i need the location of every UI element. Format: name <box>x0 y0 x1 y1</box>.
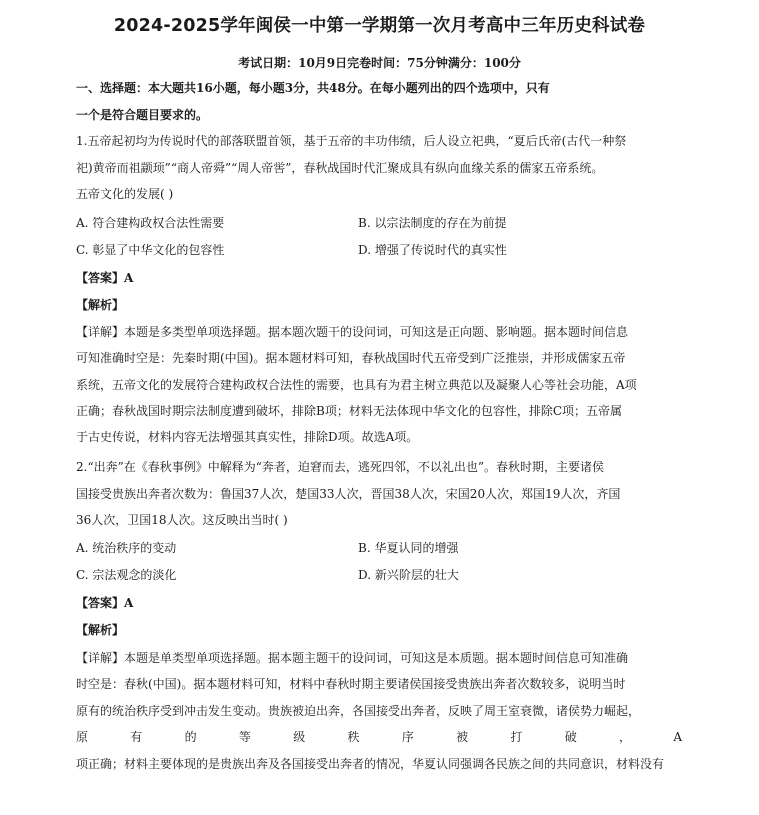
section-instruction-line2: 一个是符合题目要求的。 <box>76 108 209 122</box>
exam-info: 考试日期：10月9日完卷时间：75分钟满分：100分 <box>238 56 521 70</box>
q1-stem-line1: 1.五帝起初均为传说时代的部落联盟首领，基于五帝的丰功伟绩，后人设立祀典，“夏后氏帝(古代一种祭 <box>76 134 627 148</box>
q2-detail-line2: 时空是：春秋(中国)。据本题材料可知，材料中春秋时期主要诸侯国接受贵族出奔者次数较多，说明当时 <box>76 677 626 691</box>
q1-option-d: D. 增强了传说时代的真实性 <box>358 243 507 257</box>
section-instruction-line1: 一、选择题：本大题共16小题，每小题3分，共48分。在每小题列出的四个选项中，只有 <box>76 81 550 95</box>
q1-detail-line3: 系统，五帝文化的发展符合建构政权合法性的需要，也具有为君主树立典范以及凝聚人心等社会功能，A项 <box>76 378 637 392</box>
q1-detail-line5: 于古史传说，材料内容无法增强其真实性，排除D项。故选A项。 <box>76 430 419 444</box>
page-title: 2024-2025学年闽侯一中第一学期第一次月考高中三年历史科试卷 <box>113 16 646 36</box>
q1-stem-line3: 五帝文化的发展( ) <box>76 187 174 201</box>
q2-stem-line2: 国接受贵族出奔者次数为：鲁国37人次，楚国33人次，晋国38人次，宋国20人次，郑国19人次，齐国 <box>76 487 621 501</box>
q2-detail-line4: 原有的等级秩序被打破，A <box>76 730 682 744</box>
q1-option-b: B. 以宗法制度的存在为前提 <box>358 216 507 230</box>
q1-answer: 【答案】A <box>76 271 134 285</box>
q2-detail-line1: 【详解】本题是单类型单项选择题。据本题主题干的设问词，可知这是本质题。据本题时间信息可知准确 <box>76 651 629 665</box>
q2-option-b: B. 华夏认同的增强 <box>358 541 459 555</box>
q1-detail-line4: 正确；春秋战国时期宗法制度遭到破坏，排除B项；材料无法体现中华文化的包容性，排除C项；五帝属 <box>76 404 623 418</box>
q1-detail-line2: 可知准确时空是：先秦时期(中国)。据本题材料可知，春秋战国时代五帝受到广泛推崇，并形成儒家五帝 <box>76 351 626 365</box>
q1-option-a: A. 符合建构政权合法性需要 <box>76 216 225 230</box>
q2-option-c: C. 宗法观念的淡化 <box>76 568 177 582</box>
q2-stem-line3: 36人次，卫国18人次。这反映出当时( ) <box>76 513 288 527</box>
q2-detail-line3: 原有的统治秩序受到冲击发生变动。贵族被迫出奔，各国接受出奔者，反映了周王室衰微，诸侯势力崛起， <box>76 704 641 718</box>
q1-stem-line2: 祀)黄帝而祖颛顼”“商人帝舜”“周人帝喾”，春秋战国时代汇聚成具有纵向血缘关系的儒家五帝系统。 <box>76 161 604 175</box>
q2-answer: 【答案】A <box>76 596 134 610</box>
q1-option-c: C. 彰显了中华文化的包容性 <box>76 243 225 257</box>
q1-analysis-label: 【解析】 <box>76 298 125 312</box>
q1-detail-line1: 【详解】本题是多类型单项选择题。据本题次题干的设问词，可知这是正向题、影响题。据本题时间信息 <box>76 325 629 339</box>
q2-detail-line5: 项正确；材料主要体现的是贵族出奔及各国接受出奔者的情况，华夏认同强调各民族之间的共同意识，材料没有 <box>76 757 665 771</box>
q2-option-a: A. 统治秩序的变动 <box>76 541 177 555</box>
q2-analysis-label: 【解析】 <box>76 623 125 637</box>
q2-stem-line1: 2.“出奔”在《春秋事例》中解释为“奔者，迫窘而去，逃死四邻，不以礼出也”。春秋时期，主要诸侯 <box>76 460 604 474</box>
q2-option-d: D. 新兴阶层的壮大 <box>358 568 459 582</box>
